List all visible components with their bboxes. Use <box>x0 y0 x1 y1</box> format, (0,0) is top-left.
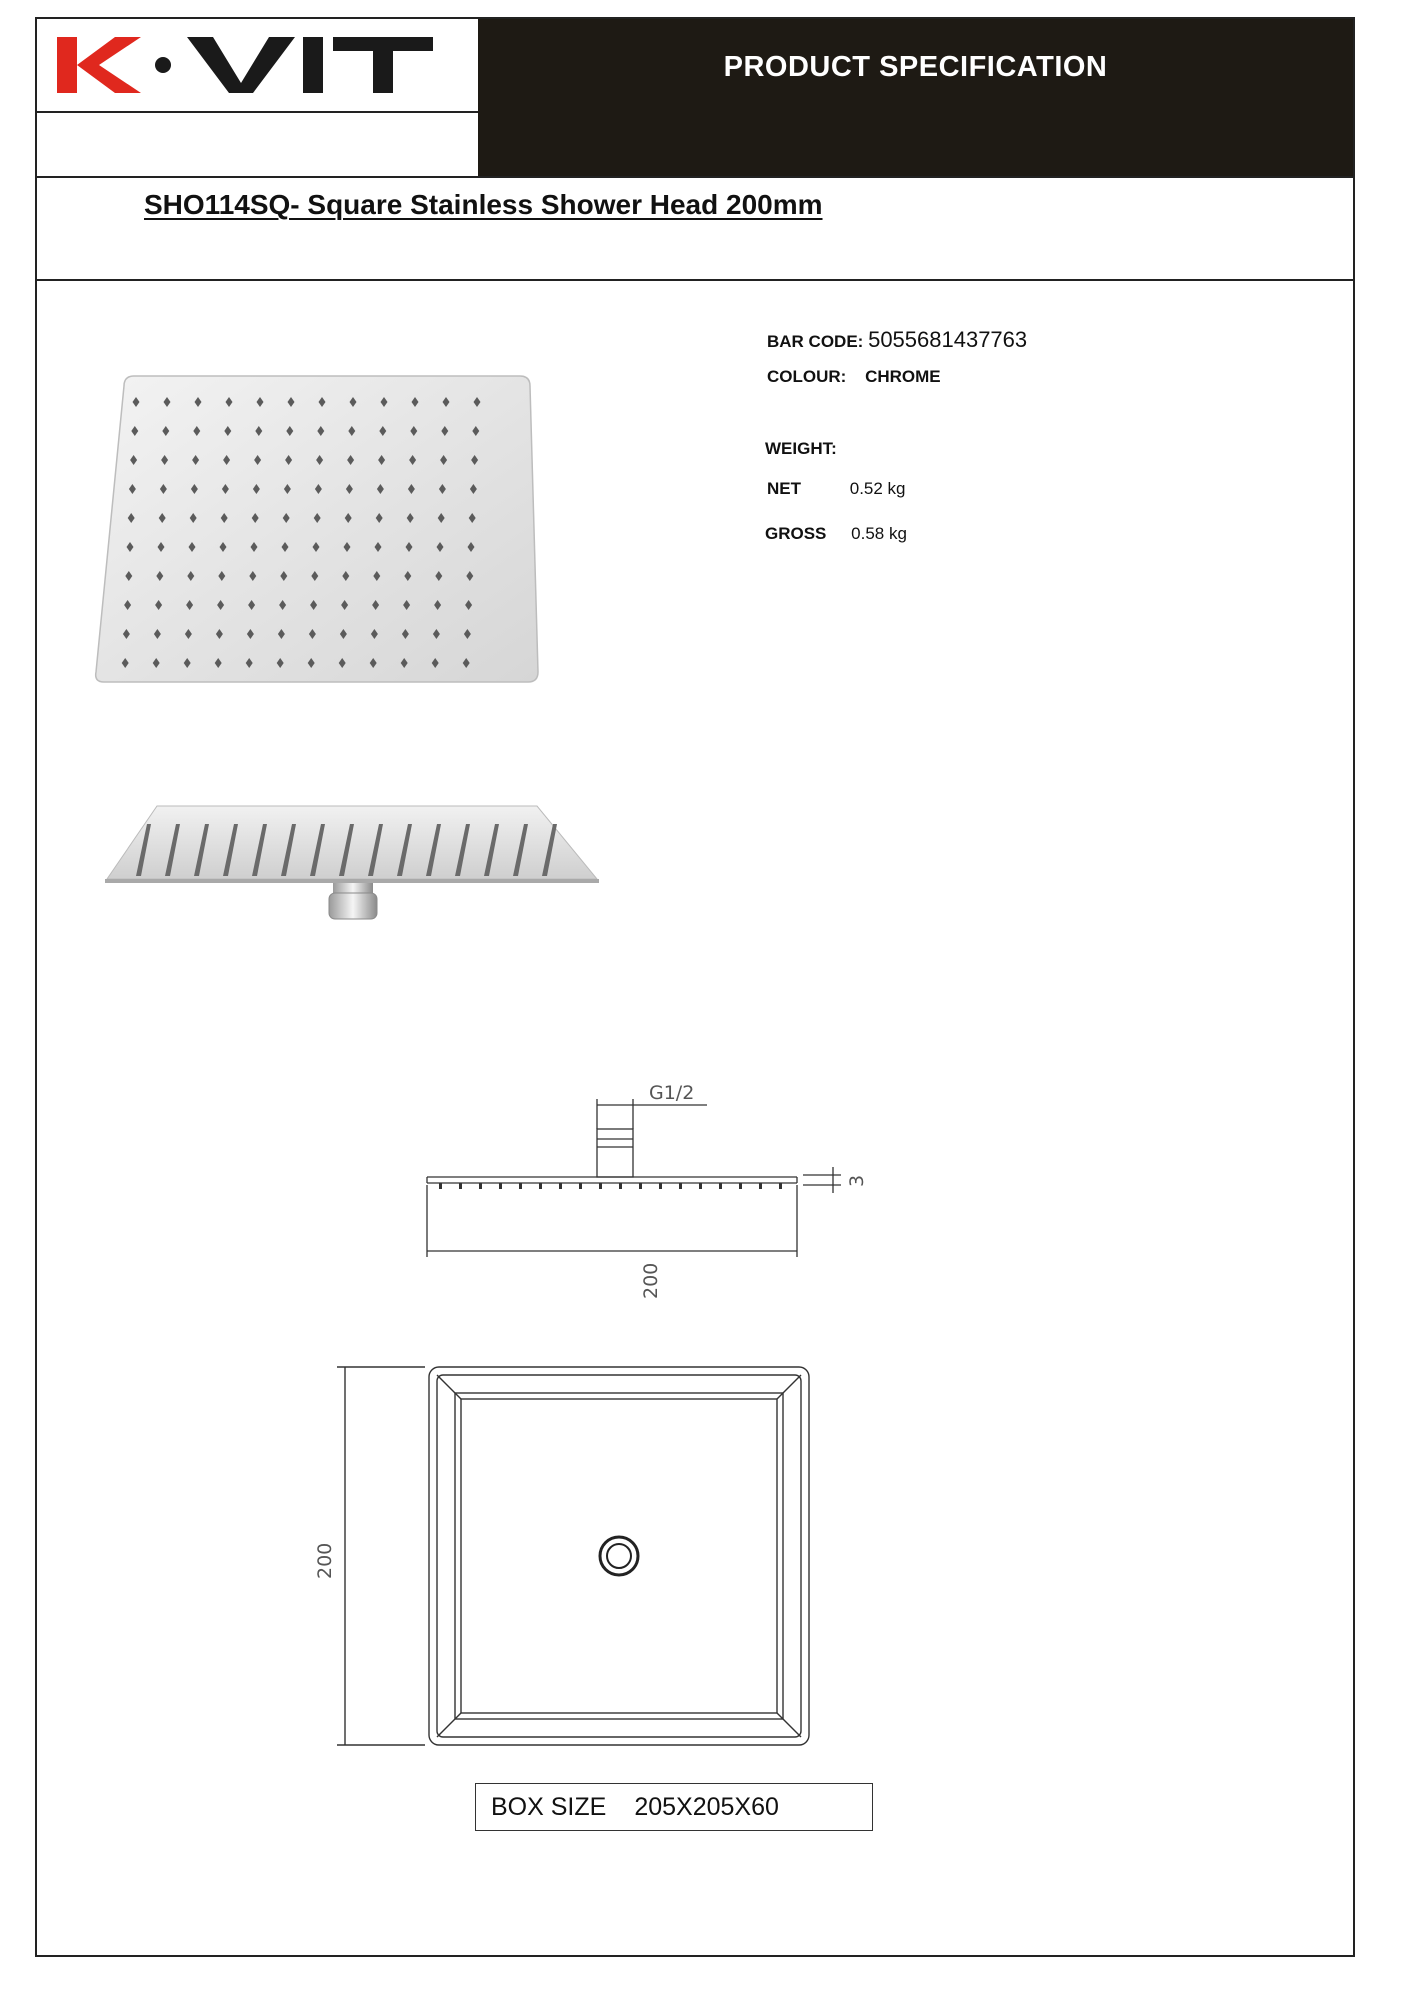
thickness-label: 3 <box>846 1174 868 1187</box>
drawing-nozzle <box>659 1183 662 1189</box>
logo <box>37 19 478 111</box>
logo-blank-cell <box>37 111 478 176</box>
colour-label: COLOUR: <box>767 367 847 386</box>
plan-view-drawing <box>314 1339 857 1769</box>
drawing-nozzle <box>639 1183 642 1189</box>
drawing-nozzle <box>499 1183 502 1189</box>
barcode-row <box>767 327 1027 353</box>
height-label: 200 <box>314 1542 336 1579</box>
net-value: 0.52 kg <box>849 479 906 498</box>
drawing-nozzle <box>679 1183 682 1189</box>
drawing-nozzle <box>779 1183 782 1189</box>
gross-weight-row <box>765 524 907 544</box>
drawing-nozzle <box>719 1183 722 1189</box>
box-size-box <box>475 1783 873 1831</box>
drawing-nozzle <box>519 1183 522 1189</box>
drawing-nozzle <box>539 1183 542 1189</box>
drawing-nozzle <box>439 1183 442 1189</box>
kvit-logo <box>37 19 478 111</box>
drawing-nozzle <box>459 1183 462 1189</box>
net-label: NET <box>767 479 801 498</box>
box-size-value: 205X205X60 <box>634 1792 779 1821</box>
drawing-nozzle <box>479 1183 482 1189</box>
drawing-nozzle <box>619 1183 622 1189</box>
drawing-nozzle <box>739 1183 742 1189</box>
weight-label: WEIGHT: <box>765 439 837 458</box>
gross-value: 0.58 kg <box>851 524 907 543</box>
drawing-nozzle <box>699 1183 702 1189</box>
barcode-value: 5055681437763 <box>868 327 1028 352</box>
colour-row <box>767 367 941 387</box>
net-weight-row <box>767 479 906 499</box>
shower-head-top-photo <box>92 364 542 704</box>
header-divider <box>37 176 1353 178</box>
title-divider <box>37 279 1353 281</box>
spec-sheet <box>35 17 1355 1957</box>
drawing-nozzle <box>759 1183 762 1189</box>
drawing-nozzle <box>599 1183 602 1189</box>
width-label: 200 <box>640 1262 662 1299</box>
logo-text: K·VIT <box>37 19 40 20</box>
drawing-nozzle <box>559 1183 562 1189</box>
side-elevation-drawing <box>417 1059 937 1319</box>
box-size-label: BOX SIZE <box>491 1792 607 1821</box>
drawing-nozzle <box>579 1183 582 1189</box>
product-title: SHO114SQ- Square Stainless Shower Head 200mm <box>144 189 823 220</box>
gross-label: GROSS <box>765 524 827 543</box>
shower-head-side-photo <box>67 784 607 934</box>
colour-value: CHROME <box>865 367 941 386</box>
thread-label: G1/2 <box>649 1082 695 1104</box>
page-title: PRODUCT SPECIFICATION <box>723 51 1108 83</box>
header-bar <box>478 19 1353 176</box>
barcode-label: BAR CODE: <box>767 332 864 351</box>
